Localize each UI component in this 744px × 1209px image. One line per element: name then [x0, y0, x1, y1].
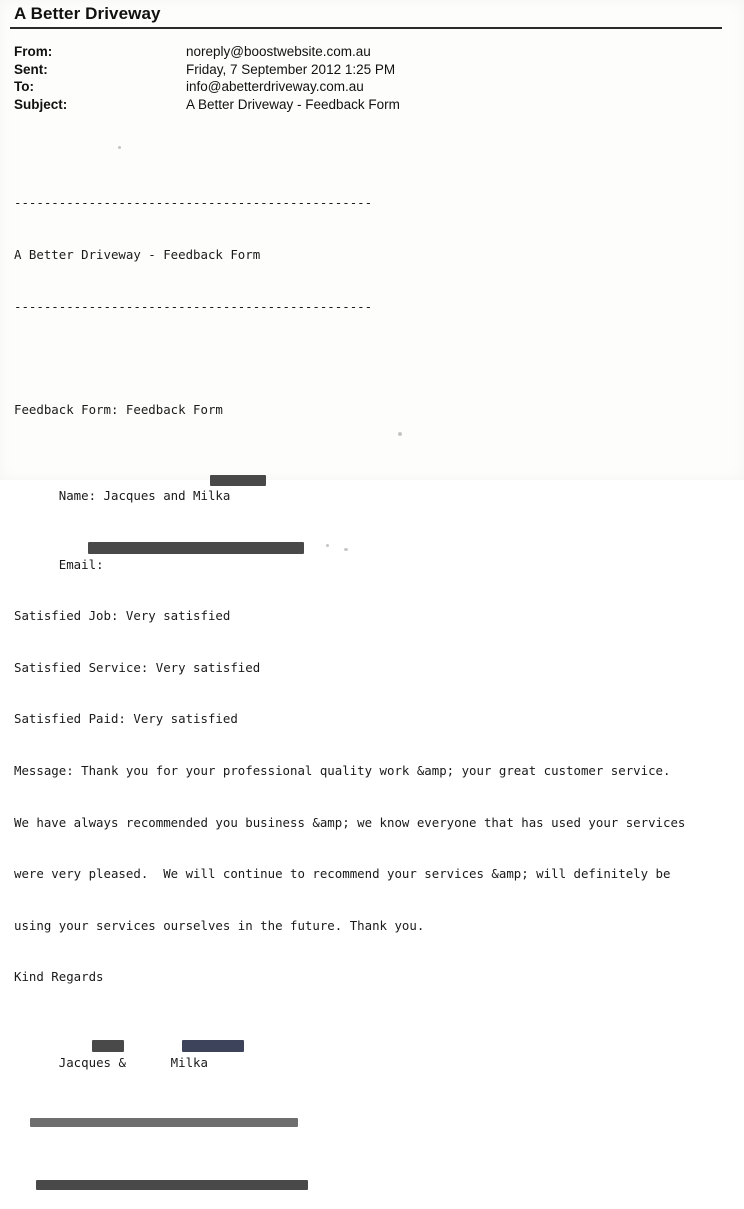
body-line-feedback-form: Feedback Form: Feedback Form — [14, 401, 223, 417]
body-line-email — [14, 538, 730, 572]
surname-redaction-1 — [92, 1040, 124, 1052]
body-line-signature-text: Jacques & Milka — [58, 1055, 208, 1071]
body-line-address-2 — [14, 1158, 730, 1175]
name-redaction — [210, 475, 266, 486]
body-line-separator-top: ------------------------------------------------ — [14, 195, 373, 211]
header-label-sent: Sent: — [14, 61, 48, 77]
body-line-message-2: We have always recommended you business &amp; we know everyone that has used your services — [14, 814, 686, 830]
body-line-separator-bottom: ------------------------------------------------ — [14, 298, 373, 314]
body-line-kind-regards: Kind Regards — [14, 969, 104, 985]
body-line-message-1: Message: Thank you for your professional quality work &amp; your great customer service. — [14, 762, 671, 778]
body-line-address-1 — [14, 1106, 730, 1123]
scan-speck-1 — [326, 544, 329, 547]
surname-redaction-2 — [182, 1040, 244, 1052]
header-value-sent: Friday, 7 September 2012 1:25 PM — [186, 61, 396, 77]
header-value-to: info@abetterdriveway.com.au — [186, 79, 364, 94]
header-label-to: To: — [14, 79, 34, 94]
header-value-subject: A Better Driveway - Feedback Form — [186, 96, 400, 112]
email-header-block — [14, 44, 714, 114]
page-title: A Better Driveway — [14, 4, 161, 23]
header-value-from: noreply@boostwebsite.com.au — [186, 44, 371, 59]
body-line-name-text: Name: Jacques and Milka — [58, 487, 231, 503]
body-line-email-text: Email: — [58, 556, 104, 572]
scan-speck-4 — [118, 146, 121, 149]
header-label-subject: Subject: — [14, 96, 68, 112]
body-line-satisfied-paid: Satisfied Paid: Very satisfied — [14, 711, 238, 727]
header-row-from — [14, 44, 714, 61]
header-row-sent — [14, 62, 714, 79]
body-line-form-title: A Better Driveway - Feedback Form — [14, 247, 261, 262]
header-row-subject — [14, 97, 714, 114]
body-line-message-3: were very pleased. We will continue to recommend your services &amp; will definitely be — [14, 866, 671, 882]
body-line-message-4: using your services ourselves in the future. Thank you. — [14, 917, 425, 933]
email-body — [14, 160, 730, 1209]
body-line-blank — [14, 349, 730, 366]
body-line-signature — [14, 1037, 730, 1071]
title-divider — [10, 27, 722, 29]
body-line-name — [14, 470, 730, 503]
address-redaction-1 — [30, 1118, 298, 1127]
header-label-from: From: — [14, 44, 53, 59]
header-row-to — [14, 79, 714, 96]
body-line-satisfied-job: Satisfied Job: Very satisfied — [14, 608, 231, 624]
scan-speck-3 — [398, 432, 402, 436]
email-redaction — [88, 542, 304, 554]
address-redaction-2 — [36, 1180, 308, 1190]
scan-speck-2 — [344, 548, 348, 551]
body-line-satisfied-service: Satisfied Service: Very satisfied — [14, 659, 261, 675]
